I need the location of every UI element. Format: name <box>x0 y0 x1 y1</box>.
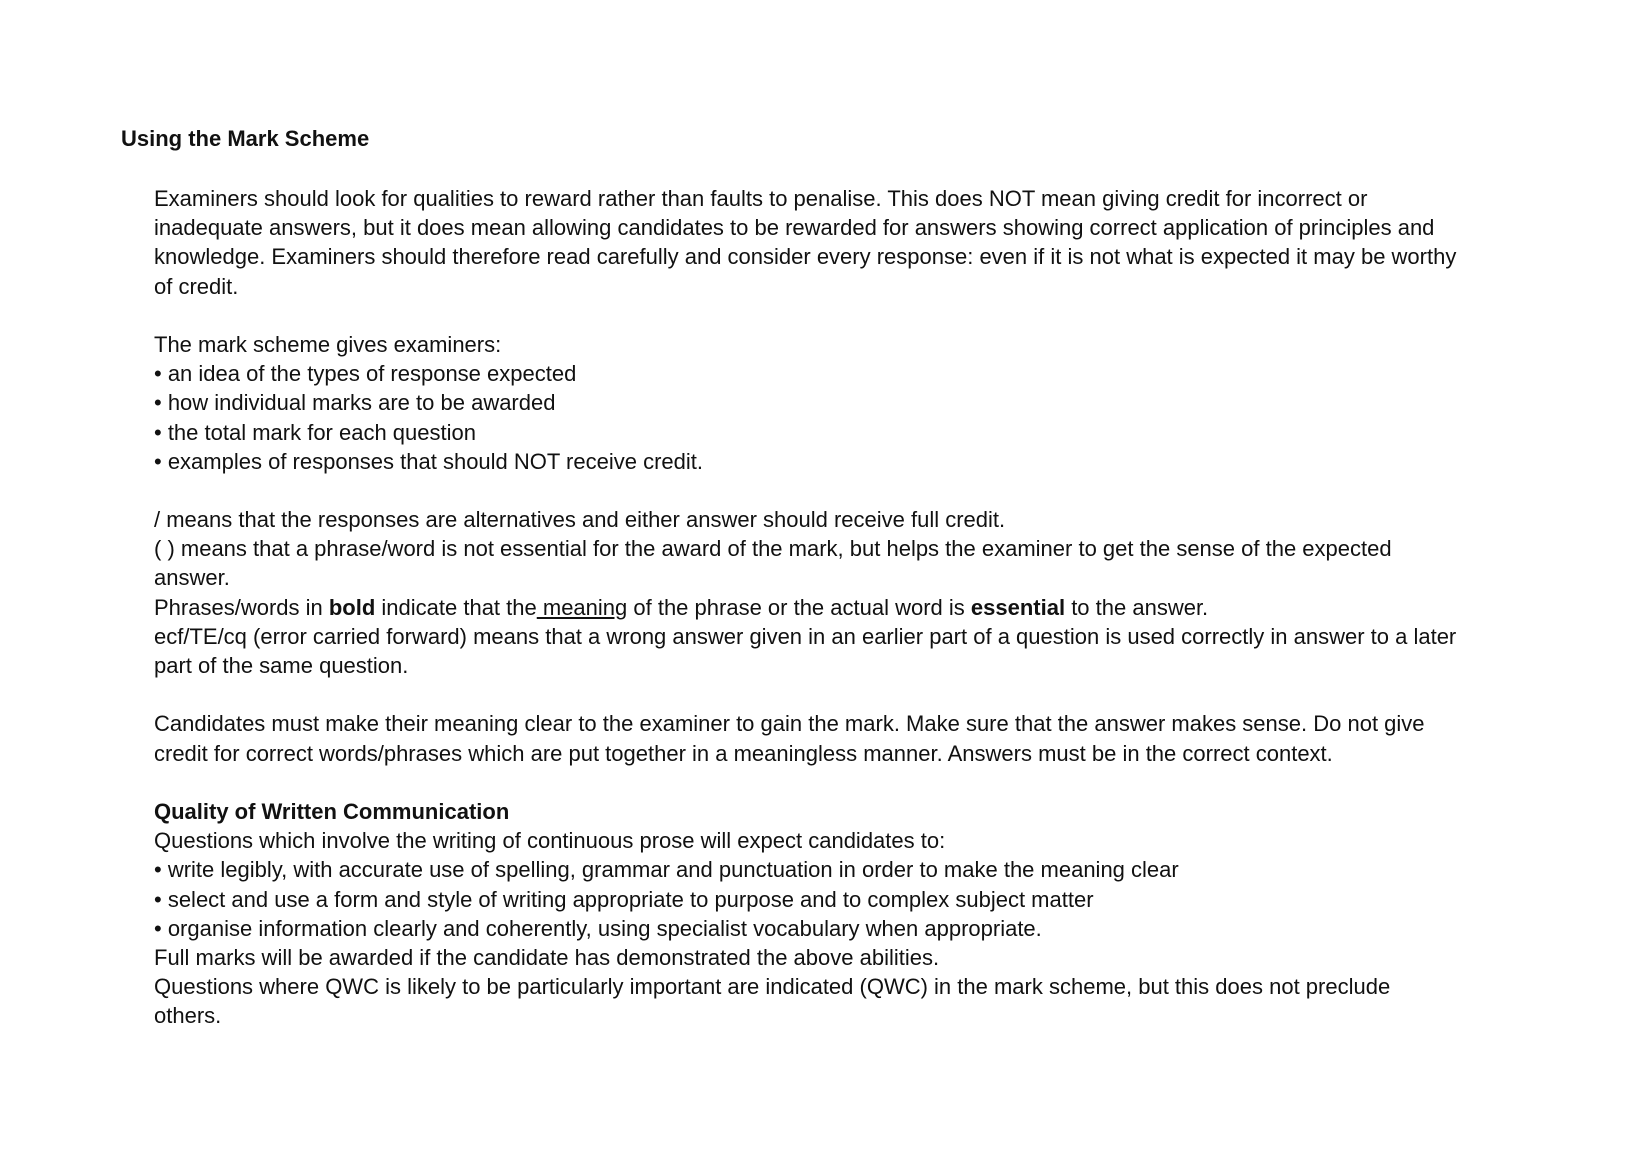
ecf-convention: ecf/TE/cq (error carried forward) means that a wrong answer given in an earlier part of a question is used correctly in answer to a later <box>154 623 1457 649</box>
bold-text: essential <box>970 594 1066 620</box>
full-marks-text: Full marks will be awarded if the candidate has demonstrated the above abilities. <box>154 944 940 970</box>
list-item: • write legibly, with accurate use of spelling, grammar and punctuation in order to make the meaning clear <box>154 857 1179 883</box>
qwc-heading-text: Quality of Written Communication <box>154 798 510 824</box>
meaning-paragraph: credit for correct words/phrases which are put together in a meaningless manner. Answers must be in the correct context. <box>154 740 1333 766</box>
qwc-closing: others. <box>154 1003 222 1029</box>
text-line: of credit. <box>154 273 239 299</box>
underlined-text: meaning <box>536 594 628 620</box>
text-line: knowledge. Examiners should therefore read carefully and consider every response: even if it is not what is expected it may be worthy <box>154 244 1457 270</box>
text: Phrases/words in <box>154 594 329 620</box>
brackets-convention: ( ) means that a phrase/word is not essential for the award of the mark, but helps the examiner to get the sense of the expected <box>154 536 1392 562</box>
list-item: • select and use a form and style of writing appropriate to purpose and to complex subject matter <box>154 886 1094 912</box>
gives-heading: The mark scheme gives examiners: <box>154 331 502 357</box>
page-title: Using the Mark Scheme <box>121 126 370 151</box>
gives-list <box>154 359 1456 476</box>
text: of the phrase or the actual word is <box>627 594 971 620</box>
qwc-closing: Questions where QWC is likely to be particularly important are indicated (QWC) in the mark scheme, but this does not preclude <box>154 974 1391 1000</box>
list-item: • how individual marks are to be awarded <box>154 390 556 416</box>
text: to the answer. <box>1065 594 1209 620</box>
slash-convention: / means that the responses are alternatives and either answer should receive full credit. <box>154 507 1006 533</box>
text: indicate that the <box>375 594 537 620</box>
bold-convention <box>154 593 1456 622</box>
qwc-heading <box>154 797 1456 826</box>
list-item: • examples of responses that should NOT receive credit. <box>154 448 704 474</box>
list-item: • an idea of the types of response expected <box>154 361 577 387</box>
text-line: Examiners should look for qualities to reward rather than faults to penalise. This does NOT mean giving credit for incorrect or <box>154 186 1368 211</box>
intro-paragraph <box>154 184 1456 301</box>
qwc-intro: Questions which involve the writing of continuous prose will expect candidates to: <box>154 828 946 854</box>
list-item: • organise information clearly and coherently, using specialist vocabulary when appropriate. <box>154 915 1042 941</box>
list-item: • the total mark for each question <box>154 419 476 445</box>
bold-text: bold <box>328 594 376 620</box>
text-line: inadequate answers, but it does mean allowing candidates to be rewarded for answers showing correct application of principles and <box>154 215 1435 241</box>
brackets-convention: answer. <box>154 565 230 591</box>
document-body <box>154 184 1456 1030</box>
ecf-convention: part of the same question. <box>154 653 409 678</box>
meaning-paragraph: Candidates must make their meaning clear to the examiner to gain the mark. Make sure that the answer makes sense. Do not give <box>154 711 1425 737</box>
